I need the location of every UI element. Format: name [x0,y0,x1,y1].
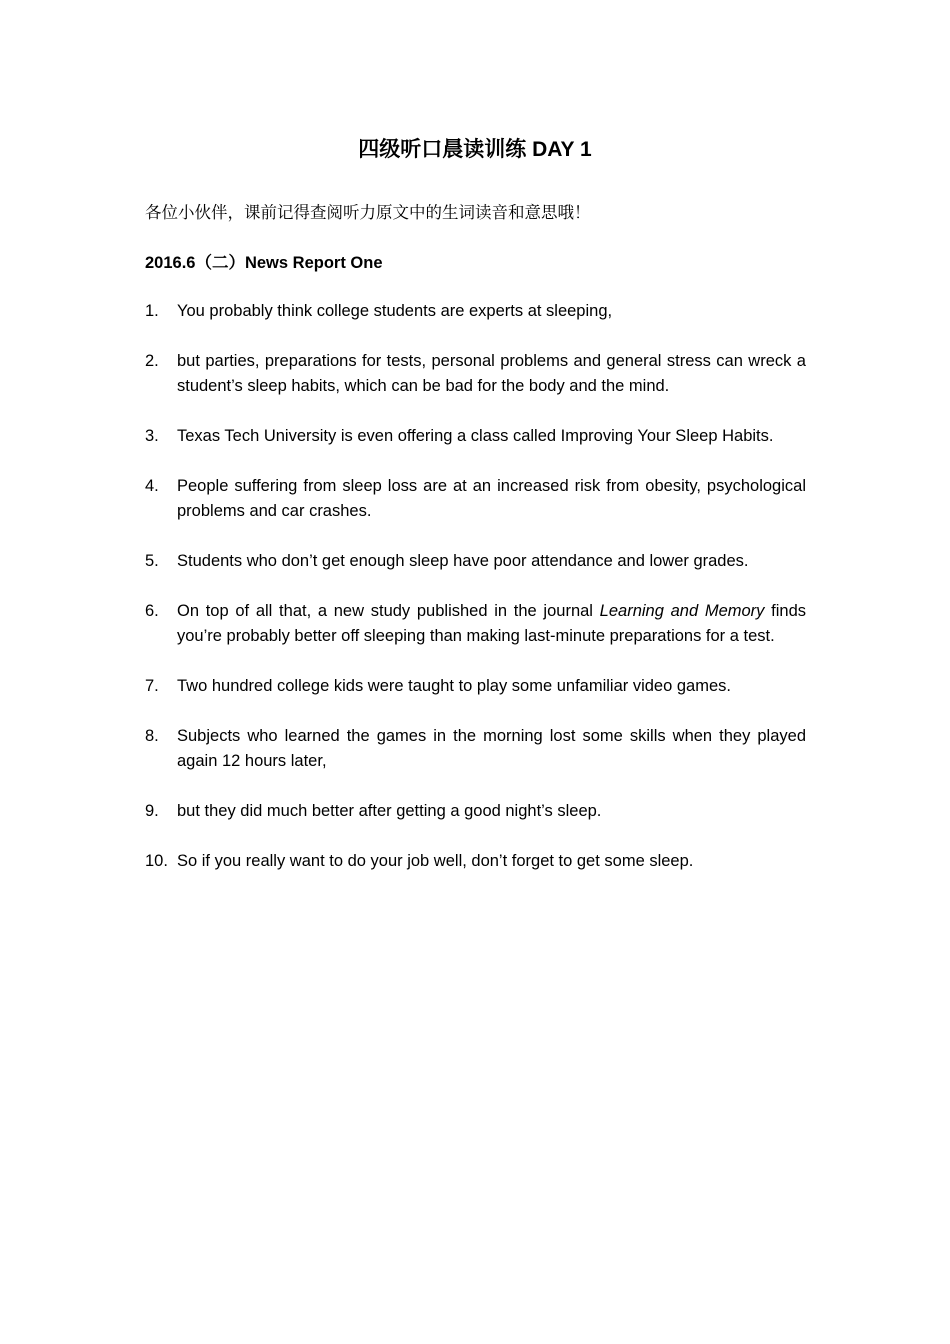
journal-title: Learning and Memory [599,602,765,620]
list-item [145,299,806,324]
item-text: People suffering from sleep loss are at an increased risk from obesity, psychological problems and car crashes. [177,477,806,520]
item-text: but they did much better after getting a good night’s sleep. [177,802,602,820]
list-item [145,599,806,649]
item-number: 8. [145,727,159,745]
item-number: 1. [145,302,159,320]
list-item [145,549,806,574]
list-item [145,849,806,874]
item-text: Two hundred college kids were taught to play some unfamiliar video games. [177,677,731,695]
item-text: So if you really want to do your job well, don’t forget to get some sleep. [177,852,694,870]
item-text [177,599,806,649]
item-number: 7. [145,677,159,695]
intro-note: 各位小伙伴，课前记得查阅听力原文中的生词读音和意思哦！ [145,203,591,222]
item-number: 5. [145,552,159,570]
item-text-part: On top of all that, a new study published in the journal [177,602,600,620]
item-text: You probably think college students are experts at sleeping, [177,302,613,320]
list-item [145,424,806,449]
item-number: 10. [145,852,168,870]
item-text-part: finds you’re probably better off sleeping than making last-minute preparations for a test. [177,602,806,645]
item-number: 2. [145,352,159,370]
list-item [145,474,806,524]
section-heading: 2016.6（二）News Report One [145,254,383,272]
list-item [145,674,806,699]
item-text: but parties, preparations for tests, personal problems and general stress can wreck a student’s sleep habits, which can be bad for the body and the mind. [177,352,806,395]
item-text: Texas Tech University is even offering a class called Improving Your Sleep Habits. [177,427,774,445]
list-item [145,349,806,399]
page-title: 四级听口晨读训练 DAY 1 [358,138,592,161]
item-number: 4. [145,477,159,495]
item-number: 9. [145,802,159,820]
item-number: 6. [145,602,159,620]
item-text: Students who don’t get enough sleep have poor attendance and lower grades. [177,552,749,570]
list-item [145,799,806,824]
sentence-list [145,299,806,899]
item-number: 3. [145,427,159,445]
list-item [145,724,806,774]
item-text: Subjects who learned the games in the morning lost some skills when they played again 12 hours later, [177,727,806,770]
